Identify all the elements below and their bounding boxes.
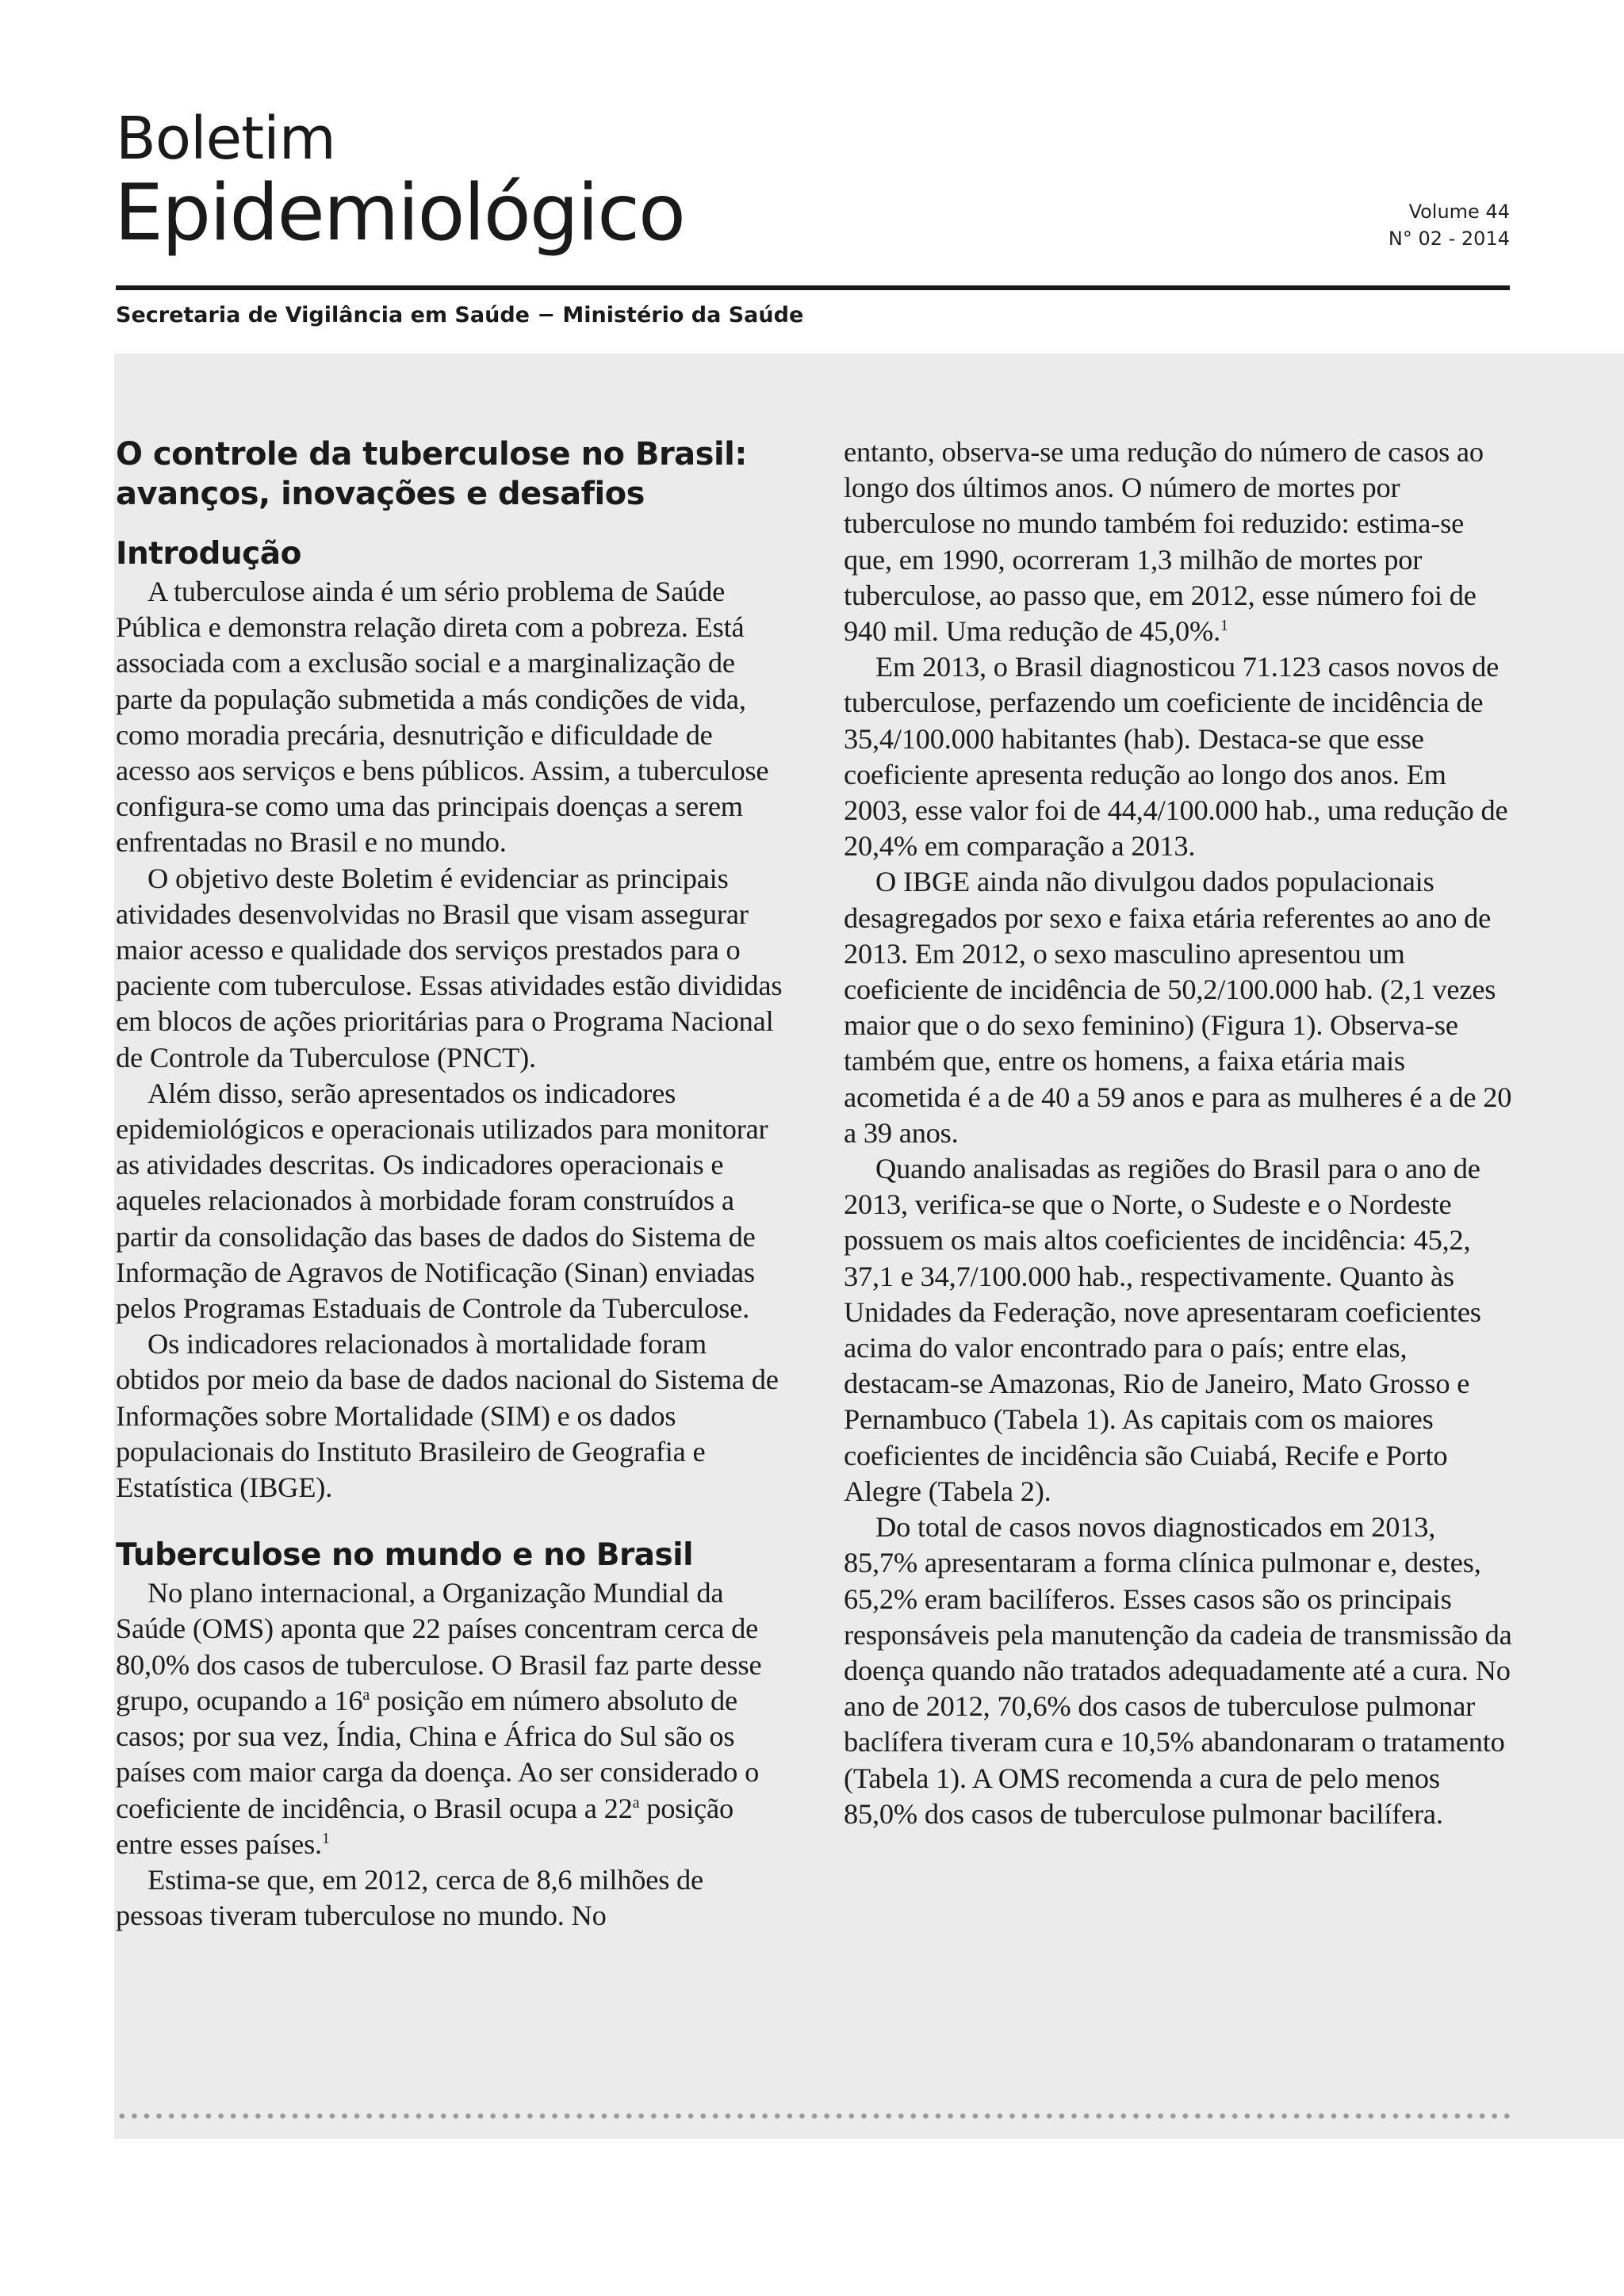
paragraph: Quando analisadas as regiões do Brasil para o ano de 2013, verifica-se que o Norte, o Sudeste e o Nordeste possuem os mais altos coeficientes de incidência: 45,2, 37,1 e 34,7/100.000 hab., respectivamente. Quanto às Unidades da Federação, nove apresentaram coeficientes acima do valor encontrado para o país; entre elas, destacam-se Amazonas, Rio de Janeiro, Mato Grosso e Pernambuco (Tabela 1). As capitais com os maiores coeficientes de incidência são Cuiabá, Recife e Porto Alegre (Tabela 2). xyxy=(844,1153,1481,1507)
publisher-line: Secretaria de Vigilância em Saúde − Ministério da Saúde xyxy=(116,303,804,327)
reference-superscript: 1 xyxy=(1220,616,1228,634)
left-column xyxy=(116,434,787,1934)
article-title xyxy=(116,434,787,514)
paragraph: O IBGE ainda não divulgou dados populacionais desagregados por sexo e faixa etária referentes ao ano de 2013. Em 2012, o sexo masculino apresentou um coeficiente de incidência de 50,2/100.000 hab. (2,1 vezes maior que o do sexo feminino) (Figura 1). Observa-se também que, entre os homens, a faixa etária mais acometida é a de 40 a 59 anos e para as mulheres é a de 20 a 39 anos. xyxy=(844,866,1512,1149)
text-run: entanto, observa-se uma redução do número de casos ao longo dos últimos anos. O número de mortes por tuberculose no mundo também foi reduzido: estima-se que, em 1990, ocorreram 1,3 milhão de mortes por tuberculose, ao passo que, em 2012, esse número foi de 940 mil. Uma redução de 45,0%. xyxy=(844,436,1484,648)
article-title-line1: O controle da tuberculose no Brasil: xyxy=(116,436,747,473)
header-rule xyxy=(116,285,1510,290)
volume-info xyxy=(1388,198,1510,252)
paragraph: A tuberculose ainda é um sério problema de Saúde Pública e demonstra relação direta com a pobreza. Está associada com a exclusão social e a marginalização de parte da população submetida a más condições de vida, como moradia precária, desnutrição e dificuldade de acesso aos serviços e bens públicos. Assim, a tuberculose configura-se como uma das principais doenças a serem enfrentadas no Brasil e no mundo. xyxy=(116,576,769,859)
section-heading-mundo-brasil: Tuberculose no mundo e no Brasil xyxy=(116,1537,693,1574)
text-run: posição entre esses países. xyxy=(116,1792,733,1860)
section-heading-introducao: Introdução xyxy=(116,536,301,572)
right-column xyxy=(844,434,1515,1832)
paragraph xyxy=(116,1575,787,1862)
issue-number: N° 02 - 2014 xyxy=(1388,228,1510,250)
text-run: posição em número absoluto de casos; por sua vez, Índia, China e África do Sul são os países com maior carga da doença. Ao ser considerado o coeficiente de incidência, o Brasil ocupa a 22 xyxy=(116,1684,760,1824)
paragraph: Em 2013, o Brasil diagnosticou 71.123 casos novos de tuberculose, perfazendo um coeficiente de incidência de 35,4/100.000 habitantes (hab). Destaca-se que esse coeficiente apresenta redução ao longo dos anos. Em 2003, esse valor foi de 44,4/100.000 hab., uma redução de 20,4% em comparação a 2013. xyxy=(844,651,1508,863)
volume-label: Volume 44 xyxy=(1408,201,1510,223)
masthead-boletim: Boletim xyxy=(116,105,335,173)
ordinal-superscript: a xyxy=(362,1686,370,1704)
paragraph: Do total de casos novos diagnosticados em 2013, 85,7% apresentaram a forma clínica pulmonar e, destes, 65,2% eram bacilíferos. Esses casos são os principais responsáveis pela manutenção da cadeia de transmissão da doença quando não tratados adequadamente até a cura. No ano de 2012, 70,6% dos casos de tuberculose pulmonar baclífera tiveram cura e 10,5% abandonaram o tratamento (Tabela 1). A OMS recomenda a cura de pelo menos 85,0% dos casos de tuberculose pulmonar bacilífera. xyxy=(844,1511,1512,1830)
paragraph: O objetivo deste Boletim é evidenciar as principais atividades desenvolvidas no Brasil que visam assegurar maior acesso e qualidade dos serviços prestados para o paciente com tuberculose. Essas atividades estão divididas em blocos de ações prioritárias para o Programa Nacional de Controle da Tuberculose (PNCT). xyxy=(116,862,783,1073)
article-title-line2: avanços, inovações e desafios xyxy=(116,476,645,512)
ordinal-superscript: a xyxy=(632,1793,640,1812)
paragraph xyxy=(844,434,1515,649)
paragraph: Os indicadores relacionados à mortalidade foram obtidos por meio da base de dados nacional do Sistema de Informações sobre Mortalidade (SIM) e os dados populacionais do Instituto Brasileiro de Geografia e Estatística (IBGE). xyxy=(116,1328,779,1504)
reference-superscript: 1 xyxy=(321,1829,330,1847)
dotted-divider xyxy=(116,2112,1510,2120)
paragraph: Além disso, serão apresentados os indicadores epidemiológicos e operacionais utilizados para monitorar as atividades descritas. Os indicadores operacionais e aqueles relacionados à morbidade foram construídos a partir da consolidação das bases de dados do Sistema de Informação de Agravos de Notificação (Sinan) enviadas pelos Programas Estaduais de Controle da Tuberculose. xyxy=(116,1077,768,1325)
masthead-epidemiologico: Epidemiológico xyxy=(114,168,684,258)
text-run: No plano internacional, a Organização Mundial da Saúde (OMS) aponta que 22 países concentram cerca de 80,0% dos casos de tuberculose. O Brasil faz parte desse grupo, ocupando a 16 xyxy=(116,1577,762,1716)
paragraph: Estima-se que, em 2012, cerca de 8,6 milhões de pessoas tiveram tuberculose no mundo. No xyxy=(116,1863,703,1932)
